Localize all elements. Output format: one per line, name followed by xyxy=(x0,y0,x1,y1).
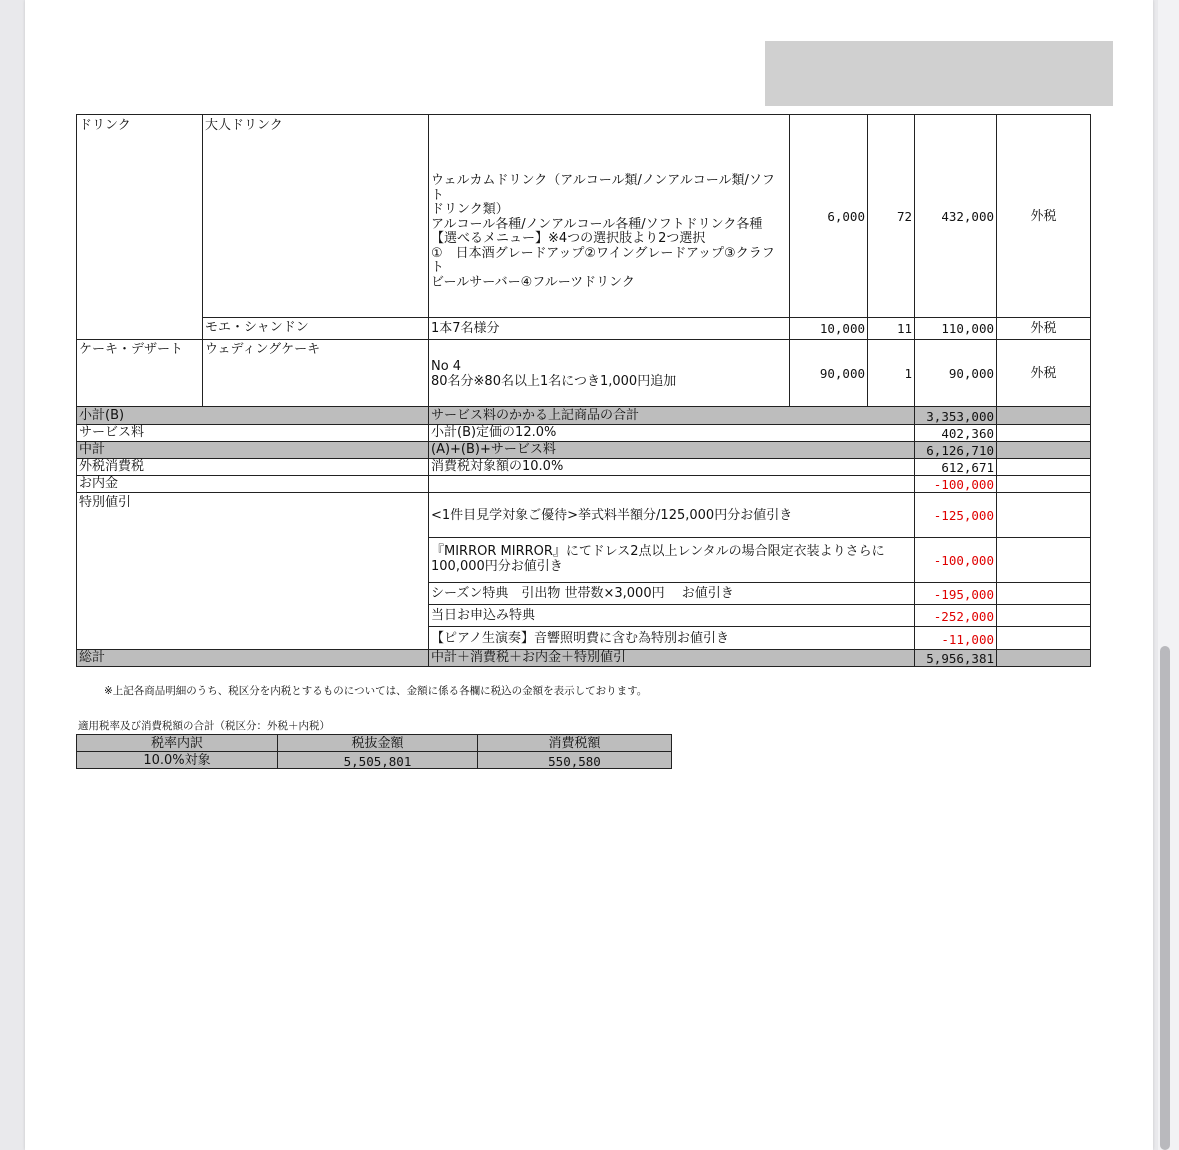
service-desc: 小計(B)定価の12.0% xyxy=(431,425,557,440)
tax-display-note: ※上記各商品明細のうち、税区分を内税とするものについては、金額に係る各欄に税込の金額を表示しております。 xyxy=(104,685,648,697)
pre-tax-amount-cell: 5,505,801 xyxy=(343,754,412,769)
tax-table-header: 税抜金額 xyxy=(351,736,404,751)
discount-desc: 【ピアノ生演奏】音響照明費に含む為特別お値引き xyxy=(431,630,729,646)
cake-description xyxy=(431,359,787,389)
desc-line: 100,000円分お値引き xyxy=(431,559,563,574)
tax-desc: 消費税対象額の10.0% xyxy=(431,459,564,474)
moet-quantity: 11 xyxy=(896,321,912,336)
tax-table-header: 消費税額 xyxy=(548,736,601,751)
desc-line: 80名分※80名以上1名につき1,000円追加 xyxy=(431,374,677,389)
desc-line: 【選べるメニュー】※4つの選択肢より2つ選択 xyxy=(431,231,706,246)
drink-tax-type: 外税 xyxy=(1030,208,1057,224)
discount-amount: -125,000 xyxy=(933,507,994,523)
midtotal-label: 中計 xyxy=(79,442,106,457)
discount-desc: <1件目見学対象ご優待>挙式料半額分/125,000円分お値引き xyxy=(431,507,793,523)
moet-item: モエ・シャンドン xyxy=(205,320,309,335)
deposit-amount: -100,000 xyxy=(933,477,994,492)
drink-unit-price: 6,000 xyxy=(827,208,865,224)
moet-tax-type: 外税 xyxy=(1030,321,1057,336)
scrollbar-thumb[interactable] xyxy=(1160,646,1170,1150)
discount-amount: -195,000 xyxy=(933,587,994,602)
moet-description: 1本7名様分 xyxy=(431,321,500,336)
desc-line: ドリンク類） xyxy=(431,202,509,217)
subtotal-b-label: 小計(B) xyxy=(79,408,125,423)
cake-unit-price: 90,000 xyxy=(819,365,865,381)
subtotal-b-desc: サービス料のかかる上記商品の合計 xyxy=(431,408,640,423)
desc-line: 『MIRROR MIRROR』にてドレス2点以上レンタルの場合限定衣装よりさらに xyxy=(431,544,885,559)
drink-item: 大人ドリンク xyxy=(205,118,283,133)
drink-category: ドリンク xyxy=(79,118,131,133)
desc-line: ① 日本酒グレードアップ②ワイングレードアップ③クラフト xyxy=(431,245,775,275)
tax-amount-cell: 550,580 xyxy=(548,754,601,769)
service-label: サービス料 xyxy=(79,425,145,440)
cake-tax-type: 外税 xyxy=(1030,365,1057,381)
moet-unit-price: 10,000 xyxy=(819,321,865,336)
discount-desc: 当日お申込み特典 xyxy=(431,608,536,623)
tax-rate-cell: 10.0%対象 xyxy=(143,753,211,768)
drink-amount: 432,000 xyxy=(941,208,994,224)
desc-line: ウェルカムドリンク（アルコール類/ノンアルコール類/ソフト xyxy=(431,173,775,203)
desc-line: ビールサーバー④フルーツドリンク xyxy=(431,274,635,290)
subtotal-b-amount: 3,353,000 xyxy=(926,409,994,424)
cake-quantity: 1 xyxy=(904,365,912,381)
midtotal-desc: (A)+(B)+サービス料 xyxy=(431,442,556,457)
midtotal-amount: 6,126,710 xyxy=(926,443,994,458)
cake-category: ケーキ・デザート xyxy=(79,342,184,357)
tax-table-header: 税率内訳 xyxy=(150,736,203,751)
discount-amount: -252,000 xyxy=(933,609,994,624)
tax-summary-title: 適用税率及び消費税額の合計（税区分：外税＋内税） xyxy=(78,720,330,732)
discount-desc: シーズン特典 引出物 世帯数×3,000円 お値引き xyxy=(431,586,734,601)
total-label: 総計 xyxy=(79,650,106,665)
cake-amount: 90,000 xyxy=(948,365,994,381)
total-desc: 中計＋消費税＋お内金＋特別値引 xyxy=(431,650,627,665)
service-amount: 402,360 xyxy=(941,426,994,441)
total-amount: 5,956,381 xyxy=(926,651,994,666)
tax-label: 外税消費税 xyxy=(79,459,145,474)
drink-description xyxy=(431,174,787,290)
moet-amount: 110,000 xyxy=(941,321,994,336)
discount-amount: -100,000 xyxy=(933,552,994,568)
drink-quantity: 72 xyxy=(896,208,912,224)
tax-amount: 612,671 xyxy=(941,460,994,475)
discount-desc xyxy=(431,544,911,574)
discount-label: 特別値引 xyxy=(79,495,132,510)
desc-line: アルコール各種/ノンアルコール各種/ソフトドリンク各種 xyxy=(431,216,763,232)
desc-line: No 4 xyxy=(431,359,462,374)
deposit-label: お内金 xyxy=(79,476,119,491)
discount-amount: -11,000 xyxy=(941,631,994,647)
cake-item: ウェディングケーキ xyxy=(205,342,321,357)
redacted-block xyxy=(765,41,1113,106)
